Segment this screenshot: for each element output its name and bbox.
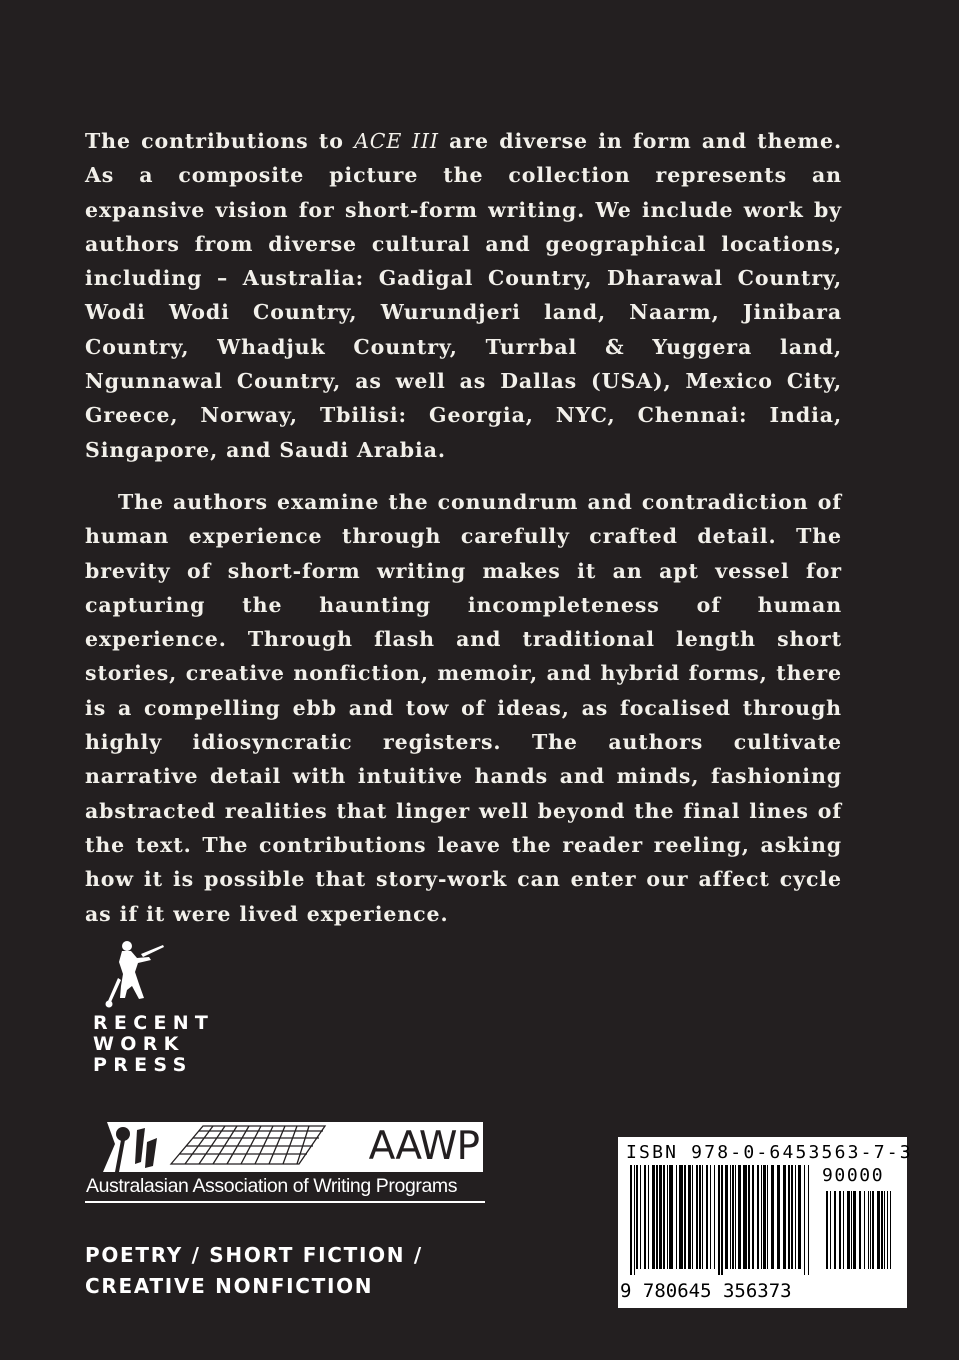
genre-label: POETRY / SHORT FICTION / CREATIVE NONFICTION [85, 1243, 423, 1298]
barcode-bar [752, 1165, 754, 1269]
book-title-inline: ACE III [354, 129, 439, 153]
barcode-bar [721, 1165, 723, 1275]
barcode-bar [684, 1165, 686, 1269]
barcode-bar [788, 1165, 790, 1269]
aawp-writing-tools-icon [85, 1122, 335, 1172]
barcode-bar [767, 1165, 768, 1269]
barcode-bar [702, 1165, 703, 1269]
barcode-bar [808, 1165, 809, 1275]
barcode-bar [706, 1165, 708, 1269]
barcode-bar [763, 1165, 766, 1269]
back-cover-blurb [85, 124, 842, 931]
barcode-addon-bar [834, 1191, 836, 1269]
barcode-bar [725, 1165, 728, 1269]
barcode-bar [699, 1165, 701, 1269]
barcode-bar [777, 1165, 780, 1269]
barcode-addon-bar [864, 1191, 865, 1269]
barcode-bar [714, 1165, 715, 1269]
barcode-bar [644, 1165, 646, 1269]
barcode-bar [696, 1165, 698, 1269]
barcode-addon-bar [830, 1191, 831, 1269]
barcode-bar [718, 1165, 720, 1275]
blurb-paragraph-2: The authors examine the conundrum and contradiction of human experience through carefully crafted detail. The brevity of short-form writing makes it an apt vessel for capturing the haunting incompleteness of human experience. Through flash and traditional length short stories, creative nonfiction, memoir, and hybrid forms, there is a compelling ebb and tow of ideas, as focalised through highly idiosyncratic registers. The authors cultivate narrative detail with intuitive hands and minds, fashioning abstracted realities that linger well beyond the final lines of the text. The contributions leave the reader reeling, asking how it is possible that story-work can enter our affect cycle as if it were lived experience. [85, 489, 842, 926]
barcode-addon-bar [853, 1191, 856, 1269]
publisher-name: RECENT WORK PRESS [93, 1012, 215, 1076]
barcode-bar [732, 1165, 734, 1269]
barcode-bar [735, 1165, 736, 1269]
barcode-addon-bar [847, 1191, 850, 1269]
barcode-bar [738, 1165, 741, 1269]
barcode-bar [804, 1165, 805, 1275]
barcode-bar [692, 1165, 693, 1269]
aawp-tagline: Australasian Association of Writing Programs [86, 1175, 458, 1197]
barcode-bar [679, 1165, 683, 1269]
aawp-acronym: AAWP [368, 1124, 479, 1169]
barcode-bar [783, 1165, 786, 1269]
barcode-bar [659, 1165, 662, 1269]
recent-work-press-logo [92, 940, 215, 1085]
barcode-addon-number: 90000 [822, 1165, 885, 1186]
blurb-paragraph-1: The contributions to ACE III are diverse in form and theme. As a composite picture the collection represents an expansive vision for short-form writing. We include work by authors from diverse cultural and geographical locations, including – Australia: Gadigal Country, Dharawal Country, Wodi Wodi Country, Wurundjeri land, Naarm, Jinibara Country, Whadjuk Country, Turrbal & Yuggera land, Ngunnawal Country, as well as Dallas (USA), Mexico City, Greece, Norway, Tbilisi: Georgia, NYC, Chennai: India, Singapore, and Saudi Arabia. [85, 129, 842, 462]
barcode-bar [652, 1165, 655, 1269]
barcode-bar [663, 1165, 665, 1269]
barcode-bar [757, 1165, 759, 1269]
barcode-addon-bar [859, 1191, 861, 1269]
barcode-bar [743, 1165, 747, 1269]
barcode-bar [669, 1165, 673, 1269]
barcode-bar [791, 1165, 793, 1269]
barcode-bar [676, 1165, 677, 1269]
aawp-logo-banner [85, 1122, 483, 1172]
barcode-addon-bar [877, 1191, 880, 1269]
barcode-bar [688, 1165, 691, 1269]
isbn-number: ISBN 978-0-6453563-7-3 [626, 1142, 913, 1163]
barcode-addon-bar [839, 1191, 841, 1269]
barcode-addon-bar [872, 1191, 874, 1269]
barcode-addon-bar [890, 1191, 891, 1269]
aawp-underline [85, 1201, 485, 1203]
barcode-addon-bar [851, 1191, 852, 1269]
barcode-bar [710, 1165, 711, 1269]
barcode-bar [761, 1165, 762, 1269]
barcode-addon-bar [868, 1191, 869, 1269]
barcode-bar [648, 1165, 649, 1269]
barcode-bar [640, 1165, 641, 1269]
barcode-bar [748, 1165, 750, 1269]
barcode-bar [656, 1165, 658, 1269]
barcode-addon-bar [826, 1191, 828, 1269]
barcode-bar [636, 1165, 638, 1269]
barcode-addon-bar [881, 1191, 883, 1269]
rower-figure-icon [97, 940, 169, 1012]
barcode-bar [771, 1165, 774, 1269]
barcode-bar [798, 1165, 801, 1269]
barcode-bar [667, 1165, 668, 1269]
barcode-bar [730, 1165, 731, 1269]
isbn-barcode [618, 1137, 913, 1308]
barcode-addon-bar [843, 1191, 844, 1269]
aawp-logo [85, 1122, 485, 1204]
barcode-bar [634, 1165, 635, 1275]
barcode-addon-bar [887, 1191, 888, 1269]
ean-number: 9 780645 356373 [620, 1280, 792, 1302]
barcode-bar [795, 1165, 796, 1269]
barcode-addon-bar [870, 1191, 871, 1269]
barcode-addon-bar [884, 1191, 885, 1269]
barcode-bar [630, 1165, 632, 1275]
